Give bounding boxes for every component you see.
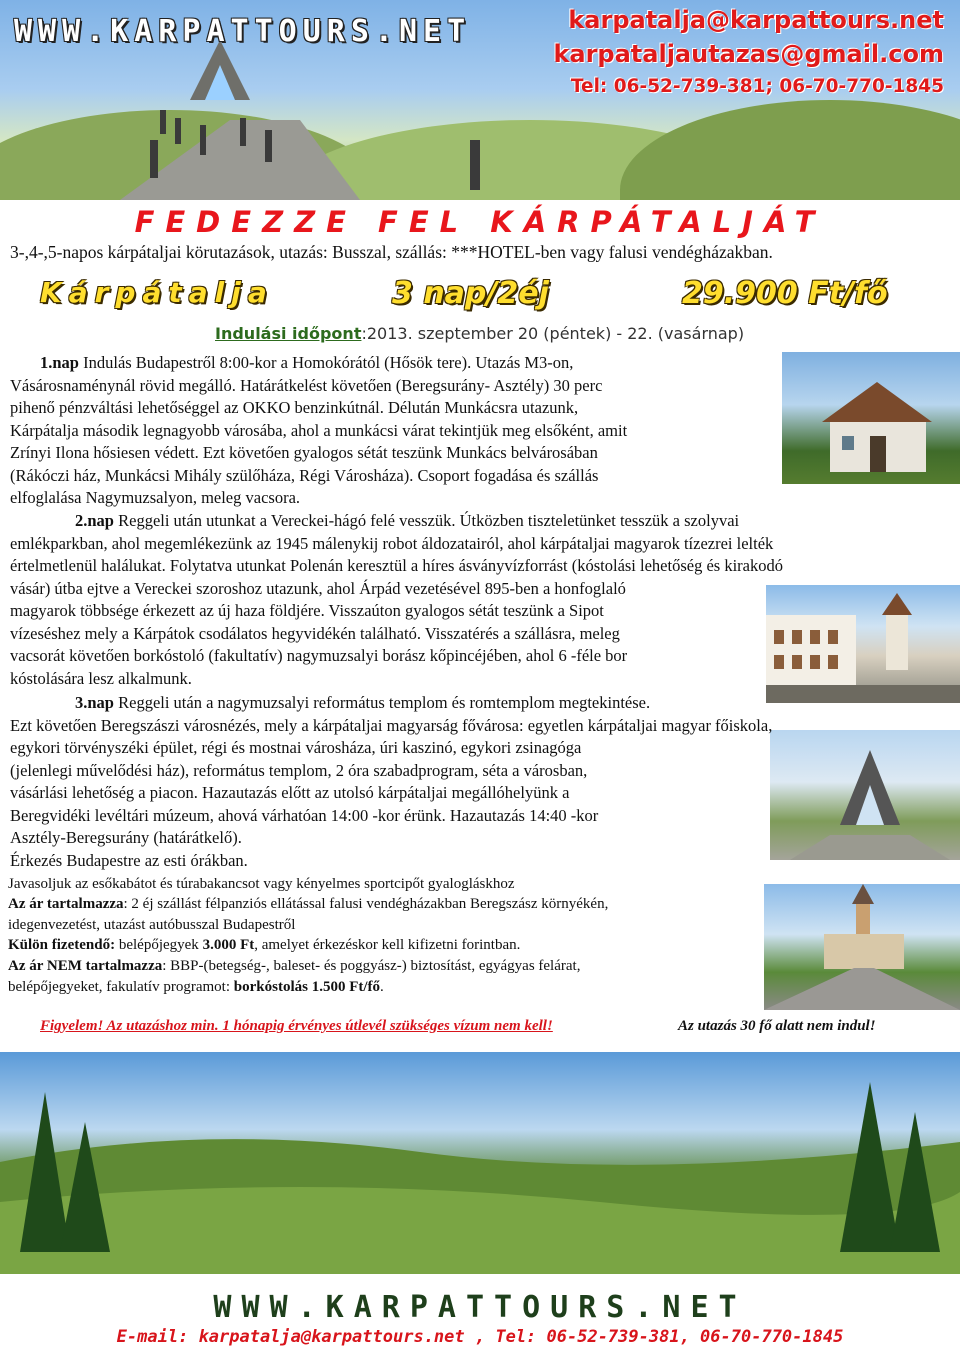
day3-title: 3.nap bbox=[75, 693, 114, 712]
price-includes bbox=[8, 894, 758, 936]
email-link-2[interactable]: karpataljautazas@gmail.com bbox=[553, 40, 944, 68]
day2-line: magyarok többsége érkezett az új haza földjére. Visszaúton gyalogos sétát teszünk a Sipot bbox=[10, 601, 604, 620]
email-link-1[interactable]: karpatalja@karpattours.net bbox=[568, 6, 944, 34]
day1-line: pihenő pénzváltási lehetőséggel az OKKO benzinkútnál. Délután Munkácsra utazunk, bbox=[10, 398, 579, 417]
departure-value: :2013. szeptember 20 (péntek) - 22. (vasárnap) bbox=[361, 324, 745, 343]
day1-line: (Rákóczi ház, Munkácsi Mihály szülőháza, Régi Városháza). Csoport fogadása és szállás bbox=[10, 465, 599, 485]
day2-title: 2.nap bbox=[75, 511, 114, 530]
beregszasz-photo bbox=[764, 884, 960, 1010]
extra-text: belépőjegyek bbox=[115, 937, 203, 953]
day2-line: értelmetlenül halálukat. Folytatva utunkat Polenán keresztül a híres ásványvízforrást (kóstolási lehetőség és kirakodó bbox=[10, 556, 783, 575]
extra-payment bbox=[8, 935, 520, 956]
day3-line: Reggeli után a nagymuzsalyi református templom és romtemplom megtekintése. bbox=[113, 693, 651, 712]
day2-section bbox=[10, 510, 960, 690]
extra-price: 3.000 Ft bbox=[202, 937, 255, 953]
offer-duration: 3 nap/2éj bbox=[392, 276, 549, 311]
extra-label: Külön fizetendő: bbox=[8, 937, 116, 953]
includes-label: Az ár tartalmazza bbox=[8, 896, 124, 912]
wine-tasting-price: borkóstolás 1.500 Ft/fő bbox=[233, 979, 381, 995]
subtitle: 3-,4-,5-napos kárpátaljai körutazások, utazás: Busszal, szállás: ***HOTEL-ben vagy falusi vendégházakban. bbox=[10, 242, 773, 262]
day1-line: Indulás Budapestről 8:00-kor a Homokórától (Hősök tere). Utazás M3-on, bbox=[78, 353, 574, 372]
site-url-footer[interactable]: WWW.KARPATTOURS.NET bbox=[213, 1290, 747, 1325]
excludes-text: : BBP-(betegség-, baleset- és poggyász-) biztosítást, egyágyas felárat, bbox=[162, 958, 581, 974]
phone-numbers: Tel: 06-52-739-381; 06-70-770-1845 bbox=[570, 76, 944, 97]
day2-line: Reggeli után utunkat a Vereckei-hágó felé vesszük. Útközben tiszteletünket tesszük a szolyvai bbox=[113, 511, 740, 530]
day3-line: egykori törvényszéki épület, régi és mostnai városháza, úri kaszinó, egykori zsinagóga bbox=[10, 738, 582, 757]
day2-line: emlékparkban, ahol megemlékezünk az 1945 málenykij robot áldozatairól, ahol kárpátaljai magyarok tízezrei lelték bbox=[10, 533, 774, 553]
min-participants-note: Az utazás 30 fő alatt nem indul! bbox=[678, 1018, 876, 1034]
day2-line: vacsorát követően borkóstoló (fakultatív) nagymuzsalyi borász kőpincéjében, ahol 6 -féle bor bbox=[10, 646, 628, 665]
offer-banner bbox=[30, 276, 930, 316]
day2-line: vízeséshez mely a Kárpátok csodálatos hegyvidékén található. Visszatérés a szállásra, meleg bbox=[10, 623, 620, 643]
day1-line: Kárpátalja második legnagyobb városába, ahol a munkácsi várat tekintjük meg elsőként, amit bbox=[10, 420, 628, 440]
header-photo bbox=[0, 0, 960, 200]
day3-line: Asztély-Beregsurány (határátkelő). bbox=[10, 828, 242, 847]
day3-line: Beregvidéki levéltári múzeum, ahová várhatóan 14:00 -kor érünk. Hazautazás 14:40 -kor bbox=[10, 805, 599, 825]
day3-section bbox=[10, 692, 960, 872]
price-excludes bbox=[8, 956, 758, 998]
offer-price: 29.900 Ft/fő bbox=[682, 276, 888, 311]
site-url-top[interactable]: WWW.KARPATTOURS.NET bbox=[14, 14, 472, 49]
day1-line: Zrínyi Ilona hősiesen védett. Ezt követően gyalogos sétát teszünk Munkács belvárosában bbox=[10, 443, 598, 462]
visa-warning: Figyelem! Az utazáshoz min. 1 hónapig érvényes útlevél szükséges vízum nem kell! bbox=[40, 1018, 553, 1034]
recommendation: Javasoljuk az esőkabátot és túrabakancsot vagy kényelmes sportcipőt gyalogláskhoz bbox=[8, 876, 515, 892]
offer-destination: Kárpátalja bbox=[40, 276, 274, 309]
departure-date bbox=[215, 324, 744, 343]
extra-rest: , amelyet érkezéskor kell kifizetni forintban. bbox=[254, 937, 521, 953]
church-photo bbox=[782, 352, 960, 484]
tagline: FEDEZZE FEL KÁRPÁTALJÁT bbox=[134, 205, 826, 239]
day1-title: 1.nap bbox=[40, 353, 79, 372]
day1-line: elfoglalása Nagymuzsalyon, meleg vacsora. bbox=[10, 488, 301, 507]
day2-line: kóstolására lesz alkalmunk. bbox=[10, 668, 192, 688]
includes-text: idegenvezetést, utazást autóbusszal Budapestről bbox=[8, 917, 296, 933]
day1-section bbox=[10, 352, 780, 510]
day3-line: vásárlási lehetőség a piacon. Hazautazás előtt az utolsó kárpátaljai megállóhelyünk a bbox=[10, 783, 570, 802]
day3-line: Ezt követően Beregszászi városnézés, mely a kárpátaljai magyarság fővárosa: egyetlen kárpátaljai magyar főiskola, bbox=[10, 715, 773, 735]
day2-line: vásár) útba ejtve a Vereckei szoroshoz utazunk, ahol Árpád vezetésével 895-ben a honfoglaló bbox=[10, 578, 626, 598]
includes-text: : 2 éj szállást félpanziós ellátással falusi vendégházakban Beregszász környékén, bbox=[123, 896, 609, 912]
day1-line: Vásárosnaménynál rövid megálló. Határátkelést követően (Beregsurány- Asztély) 30 perc bbox=[10, 375, 603, 395]
departure-label: Indulási időpont bbox=[215, 324, 362, 343]
excludes-label: Az ár NEM tartalmazza bbox=[8, 958, 163, 974]
excludes-text: belépőjegyeket, fakulatív programot: bbox=[8, 979, 234, 995]
day3-line: Érkezés Budapestre az esti órákban. bbox=[10, 850, 248, 870]
footer-contact: E-mail: karpatalja@karpattours.net , Tel: 06-52-739-381, 06-70-770-1845 bbox=[116, 1327, 844, 1347]
excludes-end: . bbox=[380, 979, 384, 995]
landscape-photo bbox=[0, 1052, 960, 1274]
day3-line: (jelenlegi művelődési ház), református templom, 2 óra szabadprogram, séta a városban, bbox=[10, 760, 588, 780]
